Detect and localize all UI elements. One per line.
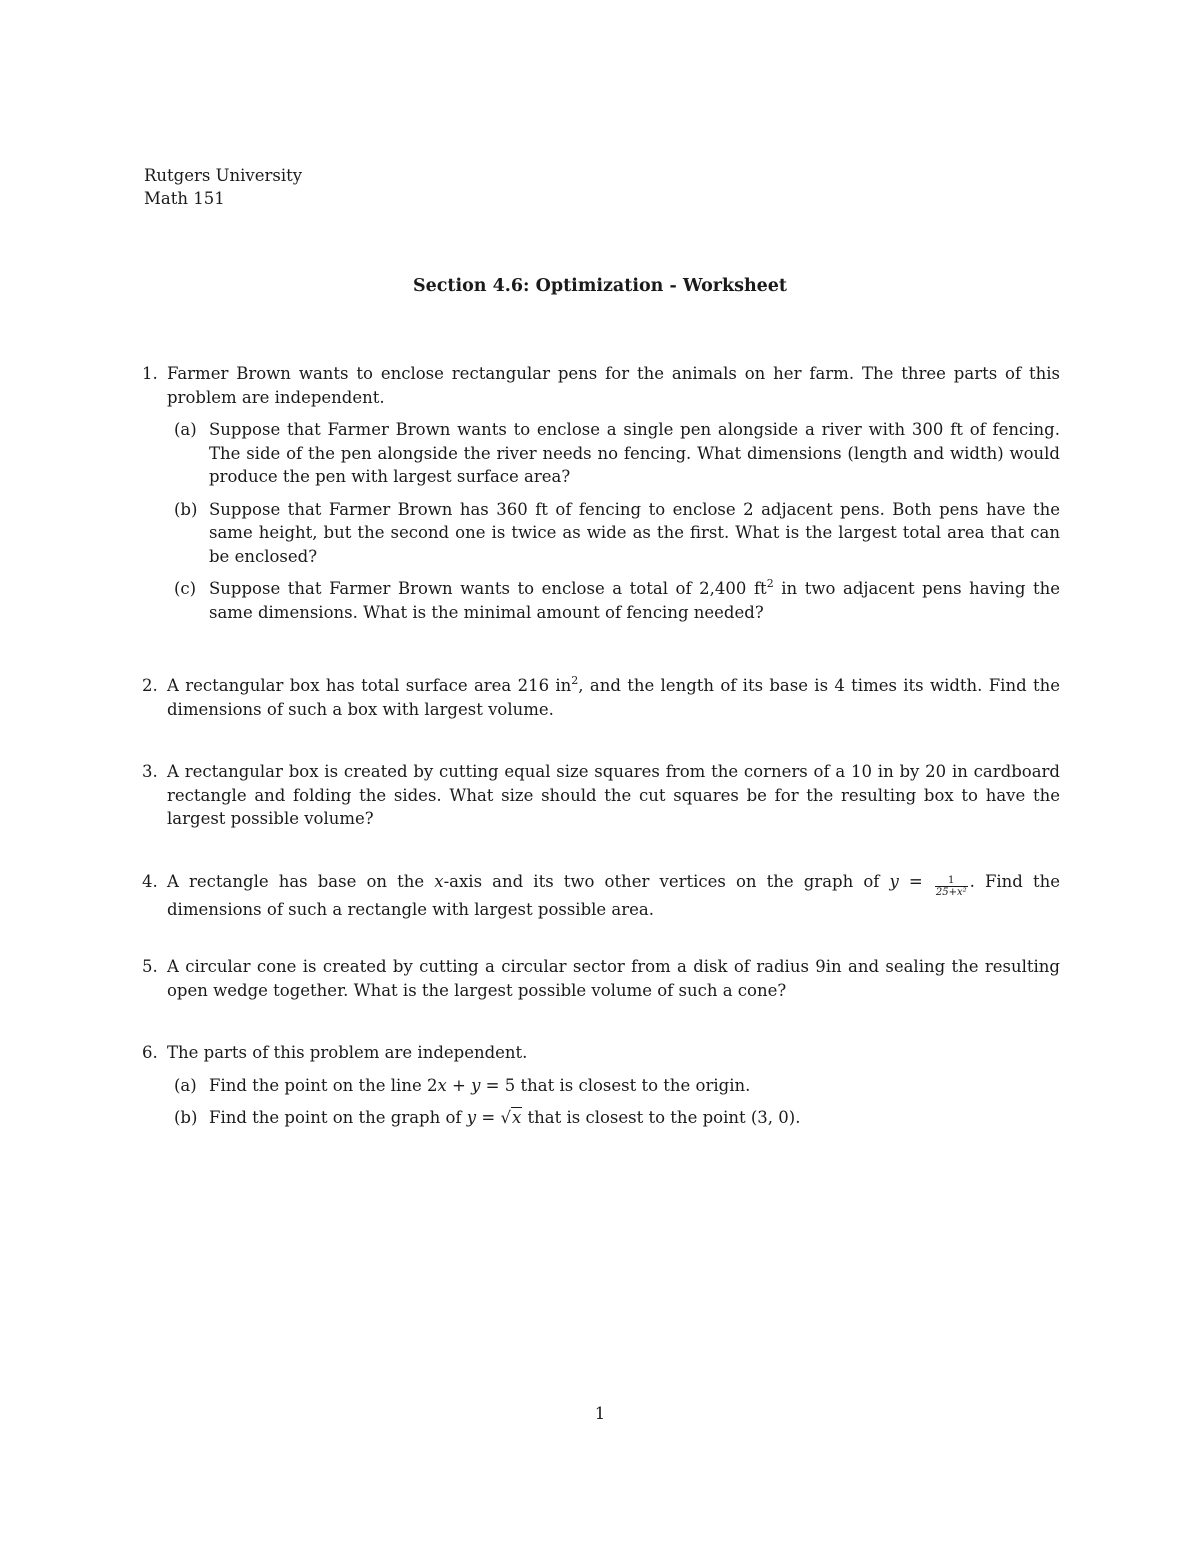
text-segment: in two adjacent pens having the same dimensions. What is the minimal amount of fencing needed? — [209, 579, 1060, 622]
subproblem-label: (b) — [174, 1108, 198, 1127]
subproblem-text — [209, 577, 1060, 624]
worksheet-title: Section 4.6: Optimization - Worksheet — [412, 276, 788, 296]
superscript: 2 — [571, 674, 579, 687]
subproblem-label: (b) — [174, 499, 198, 519]
problem-text — [167, 674, 1060, 721]
math-variable: x — [437, 1075, 447, 1095]
problem-number: 3. — [142, 762, 158, 781]
text-segment: = 5 that is closest to the origin. — [480, 1075, 751, 1095]
problem-6 — [142, 1041, 1060, 1130]
text-segment: = — [476, 1108, 501, 1127]
university-name: Rutgers University — [144, 166, 303, 185]
text-segment: Find the point on the line 2 — [209, 1075, 438, 1095]
subproblem-1c — [167, 577, 1060, 624]
text-segment: Suppose that Farmer Brown wants to enclose a total of 2,400 ft — [209, 579, 767, 598]
fraction-denominator: 25+x² — [935, 887, 967, 898]
subproblem-6a — [167, 1074, 1060, 1098]
text-segment: , and the length of its base is 4 times its width. Find the dimensions of such a box with largest volume. — [167, 676, 1060, 719]
subproblem-text — [209, 1074, 1060, 1098]
problem-number: 2. — [142, 676, 158, 695]
text-segment: Find the point on the graph of — [209, 1108, 467, 1127]
text-segment: = — [898, 872, 933, 891]
text-segment: A rectangle has base on the — [167, 872, 435, 891]
subproblem-label: (a) — [174, 1075, 197, 1095]
subproblem-6b — [167, 1106, 1060, 1130]
radical-sign: √ — [500, 1108, 511, 1127]
text-segment: -axis and its two other vertices on the graph of — [443, 872, 890, 891]
math-variable: x — [434, 872, 444, 891]
document-header — [144, 164, 302, 210]
problem-text: A circular cone is created by cutting a circular sector from a disk of radius 9in and sealing the resulting open wedge together. What is the largest possible volume of such a cone? — [167, 957, 1060, 1000]
problem-number: 4. — [142, 872, 158, 891]
problem-number: 5. — [142, 957, 158, 976]
subproblem-text: Suppose that Farmer Brown wants to enclose a single pen alongside a river with 300 ft of fencing. The side of the pen alongside the river needs no fencing. What dimensions (length and width) would produce the pen with largest surface area? — [209, 420, 1060, 486]
subproblem-text — [209, 1106, 1060, 1130]
math-variable: y — [466, 1108, 477, 1127]
text-segment: . Find the dimensions of such a rectangle with largest possible area. — [167, 872, 1060, 919]
problem-1 — [142, 362, 1060, 624]
problem-5 — [142, 955, 1060, 1002]
problem-4 — [142, 870, 1060, 922]
problem-text: Farmer Brown wants to enclose rectangular pens for the animals on her farm. The three parts of this problem are independent. — [167, 364, 1060, 407]
radicand: x — [511, 1108, 522, 1127]
text-segment: A rectangular box has total surface area 216 in — [167, 676, 572, 695]
course-name: Math 151 — [144, 189, 225, 208]
subproblem-label: (a) — [174, 420, 197, 439]
subproblem-1a — [167, 418, 1060, 489]
text-segment: + — [446, 1075, 472, 1095]
problem-text: A rectangular box is created by cutting equal size squares from the corners of a 10 in by 20 in cardboard rectangle and folding the sides. What size should the cut squares be for the resulting box to have the largest possible volume? — [167, 762, 1060, 828]
text-segment: that is closest to the point (3, 0). — [522, 1108, 801, 1127]
problem-text: The parts of this problem are independent. — [167, 1043, 528, 1062]
math-variable: y — [471, 1075, 481, 1095]
superscript: 2 — [766, 577, 774, 590]
problem-number: 6. — [142, 1043, 158, 1062]
problem-3 — [142, 760, 1060, 831]
subproblem-1b — [167, 498, 1060, 569]
problem-2 — [142, 674, 1060, 721]
problem-number: 1. — [142, 364, 158, 383]
page-number: 1 — [594, 1404, 606, 1423]
fraction-numerator: 1 — [935, 875, 968, 887]
square-root — [500, 1106, 522, 1130]
subproblem-text: Suppose that Farmer Brown has 360 ft of fencing to enclose 2 adjacent pens. Both pens have the same height, but the second one is twice as wide as the first. What is the largest total area that can be enclosed? — [209, 499, 1060, 566]
subproblem-label: (c) — [174, 579, 197, 598]
fraction — [935, 875, 968, 898]
problem-text — [167, 870, 1060, 922]
math-variable: y — [889, 872, 899, 891]
